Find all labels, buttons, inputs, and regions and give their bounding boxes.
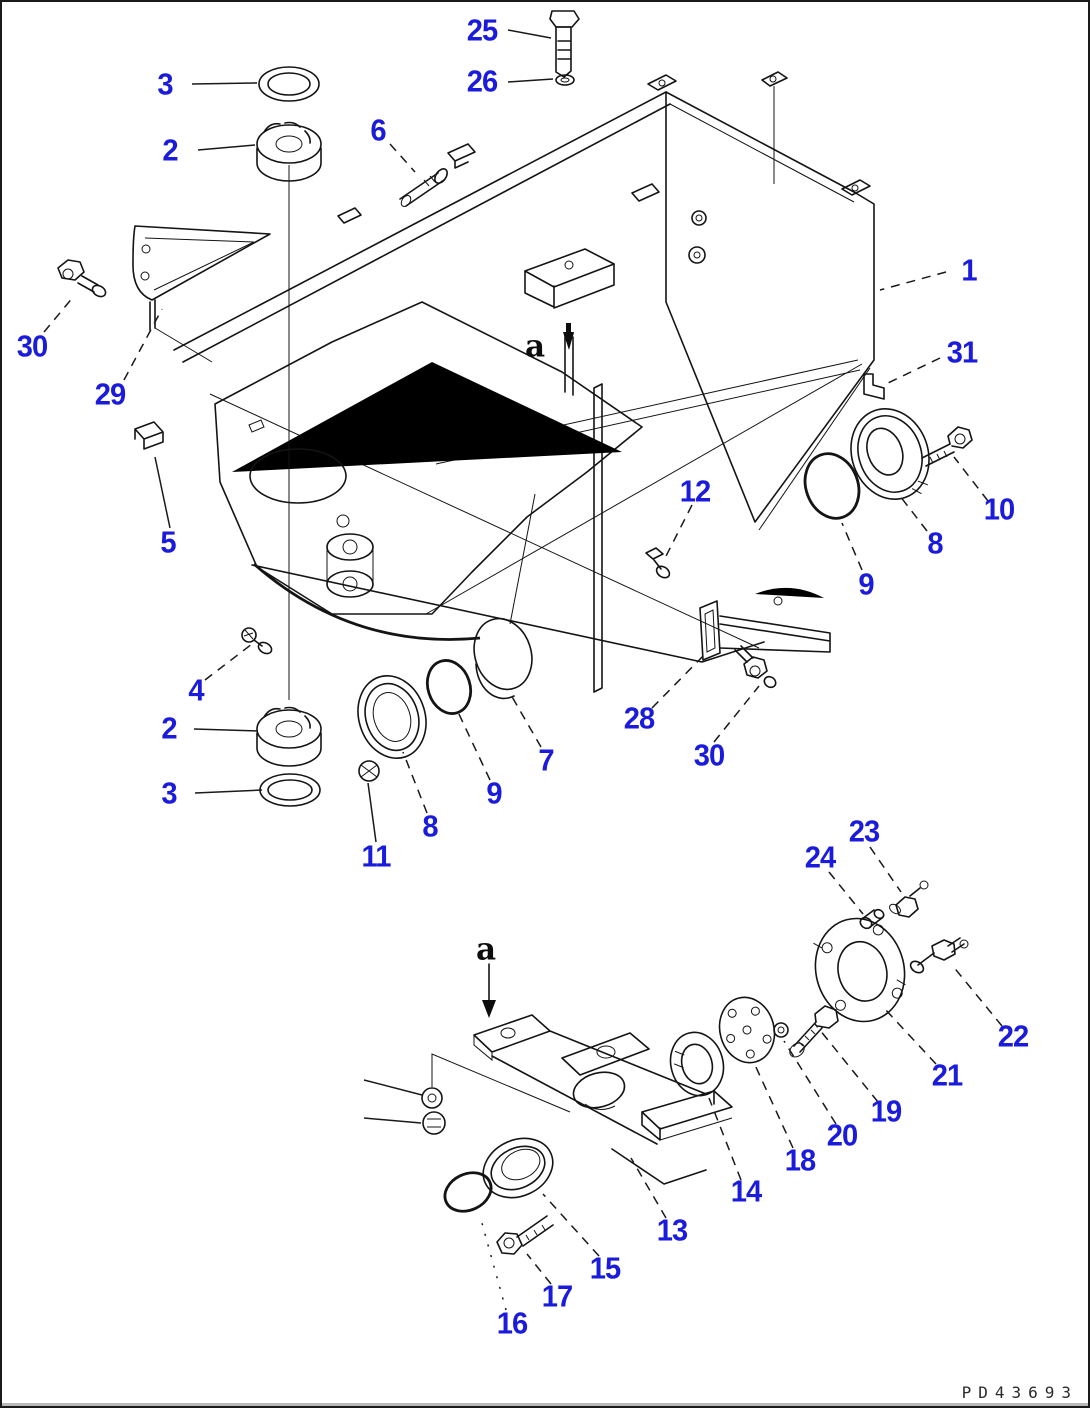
part-callout-22: 22 bbox=[997, 1018, 1029, 1054]
part-callout-9-right: 9 bbox=[858, 566, 874, 602]
part-callout-24: 24 bbox=[804, 839, 836, 875]
part-callout-30-bottom: 30 bbox=[693, 737, 725, 773]
part-callout-4: 4 bbox=[188, 672, 204, 708]
part-callout-12: 12 bbox=[679, 473, 711, 509]
part-callout-28: 28 bbox=[623, 700, 655, 736]
part-callout-11: 11 bbox=[361, 838, 391, 874]
part-callout-3-bottom: 3 bbox=[161, 775, 177, 811]
part-callout-2-bottom: 2 bbox=[161, 710, 177, 746]
view-marker-a-bottom: a bbox=[475, 931, 497, 968]
part-callout-20: 20 bbox=[826, 1117, 858, 1153]
part-callout-6: 6 bbox=[370, 112, 386, 148]
part-callout-8-bottom: 8 bbox=[422, 808, 438, 844]
part-callout-21: 21 bbox=[931, 1057, 963, 1093]
part-callout-8-right: 8 bbox=[927, 525, 943, 561]
part-callout-15: 15 bbox=[589, 1250, 621, 1286]
page-bottom-edge bbox=[2, 1403, 1088, 1406]
part-callout-14: 14 bbox=[730, 1173, 762, 1209]
part-callout-29: 29 bbox=[94, 376, 126, 412]
part-callout-31: 31 bbox=[946, 334, 978, 370]
part-callout-10: 10 bbox=[983, 491, 1015, 527]
part-callout-5: 5 bbox=[160, 524, 176, 560]
part-callout-23: 23 bbox=[848, 813, 880, 849]
part-callout-26-top: 26 bbox=[466, 63, 498, 99]
callout-layer bbox=[2, 2, 1088, 1406]
part-callout-18: 18 bbox=[784, 1142, 816, 1178]
part-callout-19: 19 bbox=[870, 1093, 902, 1129]
part-callout-13: 13 bbox=[656, 1212, 688, 1248]
part-callout-25: 25 bbox=[466, 12, 498, 48]
part-callout-1: 1 bbox=[961, 252, 977, 288]
part-callout-30-left: 30 bbox=[16, 328, 48, 364]
part-callout-2-top: 2 bbox=[162, 132, 178, 168]
part-callout-9-bottom: 9 bbox=[486, 775, 502, 811]
drawing-code: PD43693 bbox=[961, 1383, 1078, 1402]
part-callout-17: 17 bbox=[541, 1278, 573, 1314]
part-callout-7: 7 bbox=[538, 742, 554, 778]
part-callout-16: 16 bbox=[496, 1305, 528, 1341]
part-callout-3-top: 3 bbox=[157, 66, 173, 102]
view-marker-a-top: a bbox=[524, 328, 546, 365]
